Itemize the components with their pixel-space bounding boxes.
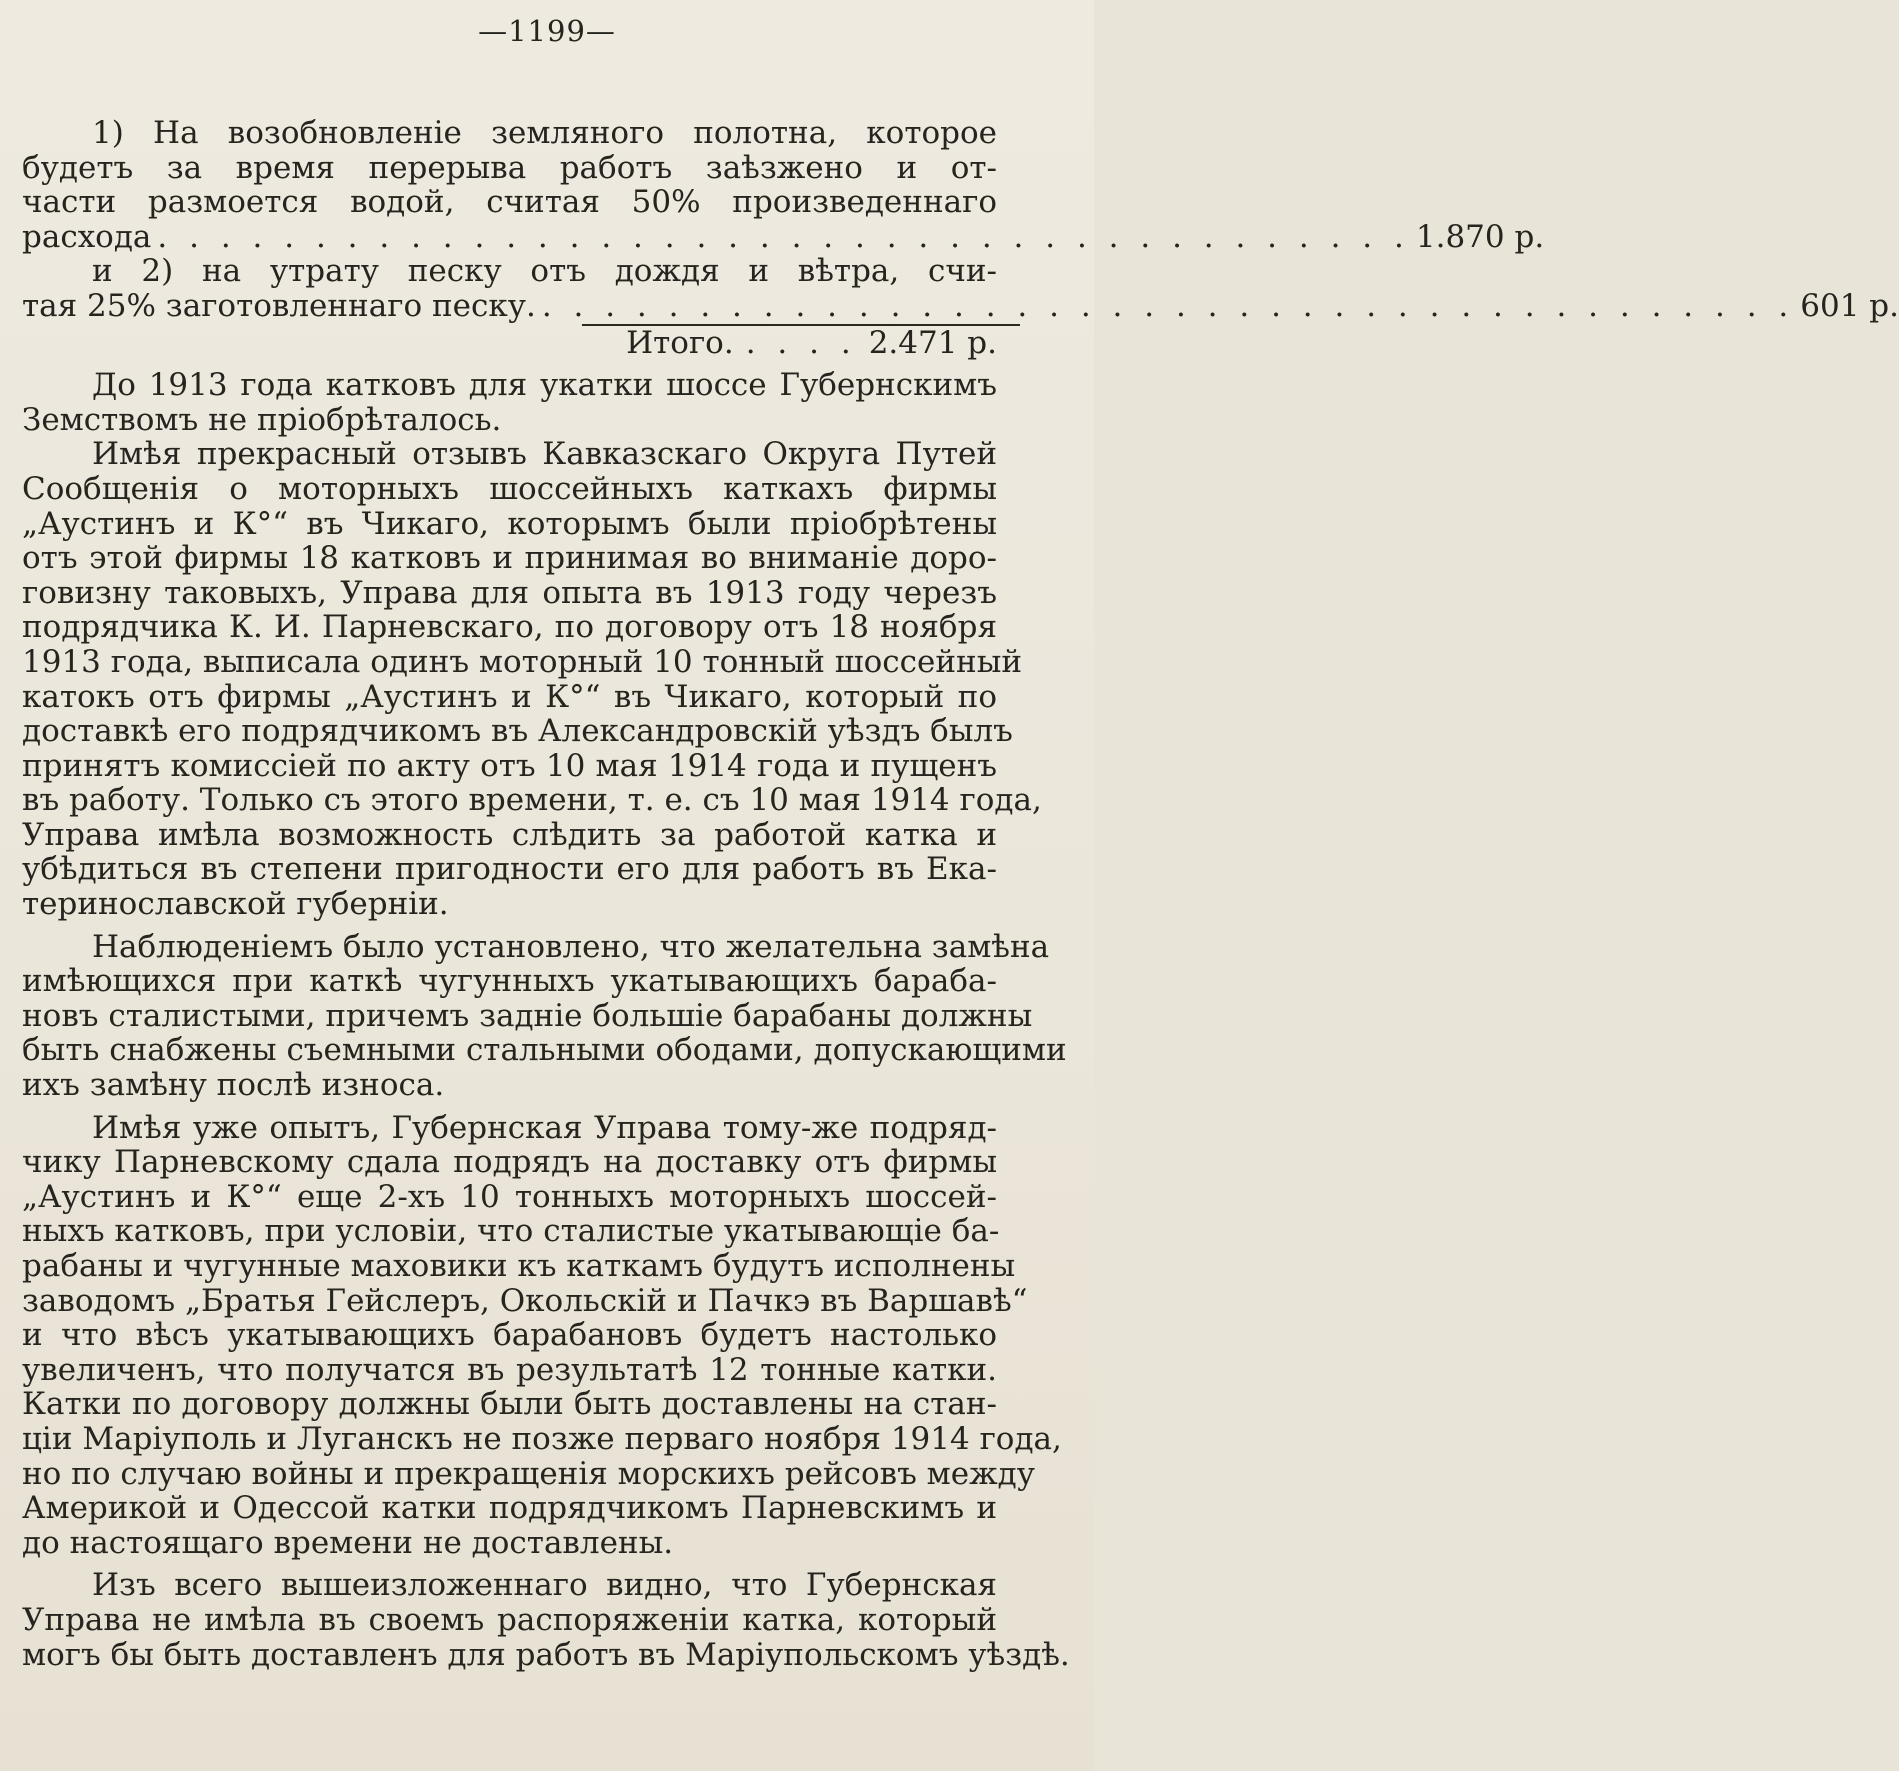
text-line: говизну таковыхъ, Управа для опыта въ 1913 году черезъ bbox=[22, 574, 997, 611]
text-line: рабаны и чугунные маховики къ каткамъ будутъ исполнены bbox=[22, 1248, 1016, 1284]
calc-item-2-label: тая 25% заготовленнаго песку. bbox=[22, 287, 536, 324]
text-line: „Аустинъ и К°“ въ Чикаго, которымъ были пріобрѣтены bbox=[22, 505, 997, 542]
calc-item-2-amount: 601 р. bbox=[1800, 287, 1899, 324]
calc-item-2 bbox=[22, 287, 1899, 324]
calc-item-1-amount: 1.870 р. bbox=[1415, 218, 1545, 255]
paragraph-2 bbox=[22, 436, 1042, 923]
text-line: катокъ отъ фирмы „Аустинъ и К°“ въ Чикаго, который по bbox=[22, 678, 997, 715]
page-number: —1199— bbox=[478, 14, 616, 48]
calc-line: и 2) на утрату песку отъ дождя и вѣтра, счи- bbox=[92, 253, 997, 290]
text-line: увеличенъ, что получатся въ результатѣ 12 тонные катки. bbox=[22, 1351, 997, 1388]
text-line: Сообщенія о моторныхъ шоссейныхъ каткахъ фирмы bbox=[22, 470, 997, 507]
text-line: Имѣя прекрасный отзывъ Кавказскаго Округа Путей bbox=[92, 436, 997, 473]
paragraph-4 bbox=[22, 1109, 1062, 1561]
calc-line: части размоется водой, считая 50% произведеннаго bbox=[22, 184, 997, 221]
text-line: новъ сталистыми, причемъ задніе большіе барабаны должны bbox=[22, 997, 1033, 1034]
text-line: 1913 года, выписала одинъ моторный 10 тонный шоссейный bbox=[22, 643, 1023, 680]
calc-total bbox=[22, 326, 997, 361]
text-line: отъ этой фирмы 18 катковъ и принимая во вниманіе доро- bbox=[22, 540, 997, 577]
text-line: принятъ комиссіей по акту отъ 10 мая 1914 года и пущенъ bbox=[22, 747, 997, 784]
text-line: но по случаю войны и прекращенія морскихъ рейсовъ между bbox=[22, 1455, 1035, 1492]
text-line: до настоящаго времени не доставлены. bbox=[22, 1524, 674, 1561]
text-line: Управа не имѣла въ своемъ распоряженіи катка, который bbox=[22, 1601, 997, 1638]
text-line: и что вѣсъ укатывающихъ барабановъ будетъ настолько bbox=[22, 1317, 997, 1354]
leader-dots: . . . . bbox=[745, 324, 857, 361]
text-line: доставкѣ его подрядчикомъ въ Александровскій уѣздъ былъ bbox=[22, 713, 1013, 750]
leader-dots: . . . . . . . . . . . . . . . . . . . . . . . . . . . . . . . . . . . . . . . . bbox=[157, 218, 1410, 255]
text-line: До 1913 года катковъ для укатки шоссе Губернскимъ bbox=[92, 367, 997, 404]
text-line: Земствомъ не пріобрѣталось. bbox=[22, 401, 502, 438]
text-line: ихъ замѣну послѣ износа. bbox=[22, 1067, 445, 1104]
paragraph-1 bbox=[22, 368, 997, 437]
calc-line: будетъ за время перерыва работъ заѣзжено и от- bbox=[22, 149, 997, 186]
calc-line: 1) На возобновленіе земляного полотна, которое bbox=[92, 115, 997, 151]
text-line: Управа имѣла возможность слѣдить за работой катка и bbox=[22, 816, 997, 853]
text-line: теринославской губерніи. bbox=[22, 886, 449, 923]
text-line: заводомъ „Братья Гейслеръ, Окольскій и Пачкэ въ Варшавѣ“ bbox=[22, 1282, 1028, 1319]
text-line: въ работу. Только съ этого времени, т. е. съ 10 мая 1914 года, bbox=[22, 782, 1042, 819]
paragraph-5 bbox=[22, 1567, 1070, 1673]
text-line: ныхъ катковъ, при условіи, что сталистые укатывающіе ба- bbox=[22, 1213, 1000, 1250]
text-line: Катки по договору должны были быть доставлены на стан- bbox=[22, 1386, 997, 1423]
text-line: подрядчика К. И. Парневскаго, по договору отъ 18 ноября bbox=[22, 609, 997, 646]
document-body bbox=[22, 115, 1899, 1673]
text-line: чику Парневскому сдала подрядъ на доставку отъ фирмы bbox=[22, 1144, 997, 1181]
text-line: быть снабжены съемными стальными ободами, допускающими bbox=[22, 1032, 1067, 1069]
calc-item-1-label: расхода bbox=[22, 218, 152, 255]
text-line: убѣдиться въ степени пригодности его для работъ въ Ека- bbox=[22, 851, 997, 888]
text-line: ціи Маріуполь и Луганскъ не позже перваго ноября 1914 года, bbox=[22, 1420, 1062, 1457]
text-line: Имѣя уже опытъ, Губернская Управа тому-же подряд- bbox=[92, 1109, 997, 1146]
text-line: могъ бы быть доставленъ для работъ въ Маріупольскомъ уѣздѣ. bbox=[22, 1636, 1070, 1673]
text-line: Изъ всего вышеизложеннаго видно, что Губернская bbox=[92, 1567, 997, 1604]
calc-item-1 bbox=[22, 218, 1545, 255]
text-line: Америкой и Одессой катки подрядчикомъ Парневскимъ и bbox=[22, 1490, 997, 1527]
expense-calculation bbox=[22, 115, 1899, 361]
paragraph-3 bbox=[22, 928, 1067, 1104]
calc-total-amount: 2.471 р. bbox=[868, 324, 997, 361]
text-line: „Аустинъ и К°“ еще 2-хъ 10 тонныхъ моторныхъ шоссей- bbox=[22, 1178, 997, 1215]
text-line: Наблюденіемъ было установлено, что желательна замѣна bbox=[92, 928, 1050, 965]
calc-total-label: Итого. bbox=[626, 324, 734, 361]
leader-dots: . . . . . . . . . . . . . . . . . . . . . . . . . . . . . . . . . . . . . . . . bbox=[541, 287, 1795, 324]
text-line: имѣющихся при каткѣ чугунныхъ укатывающихъ бараба- bbox=[22, 963, 997, 1000]
